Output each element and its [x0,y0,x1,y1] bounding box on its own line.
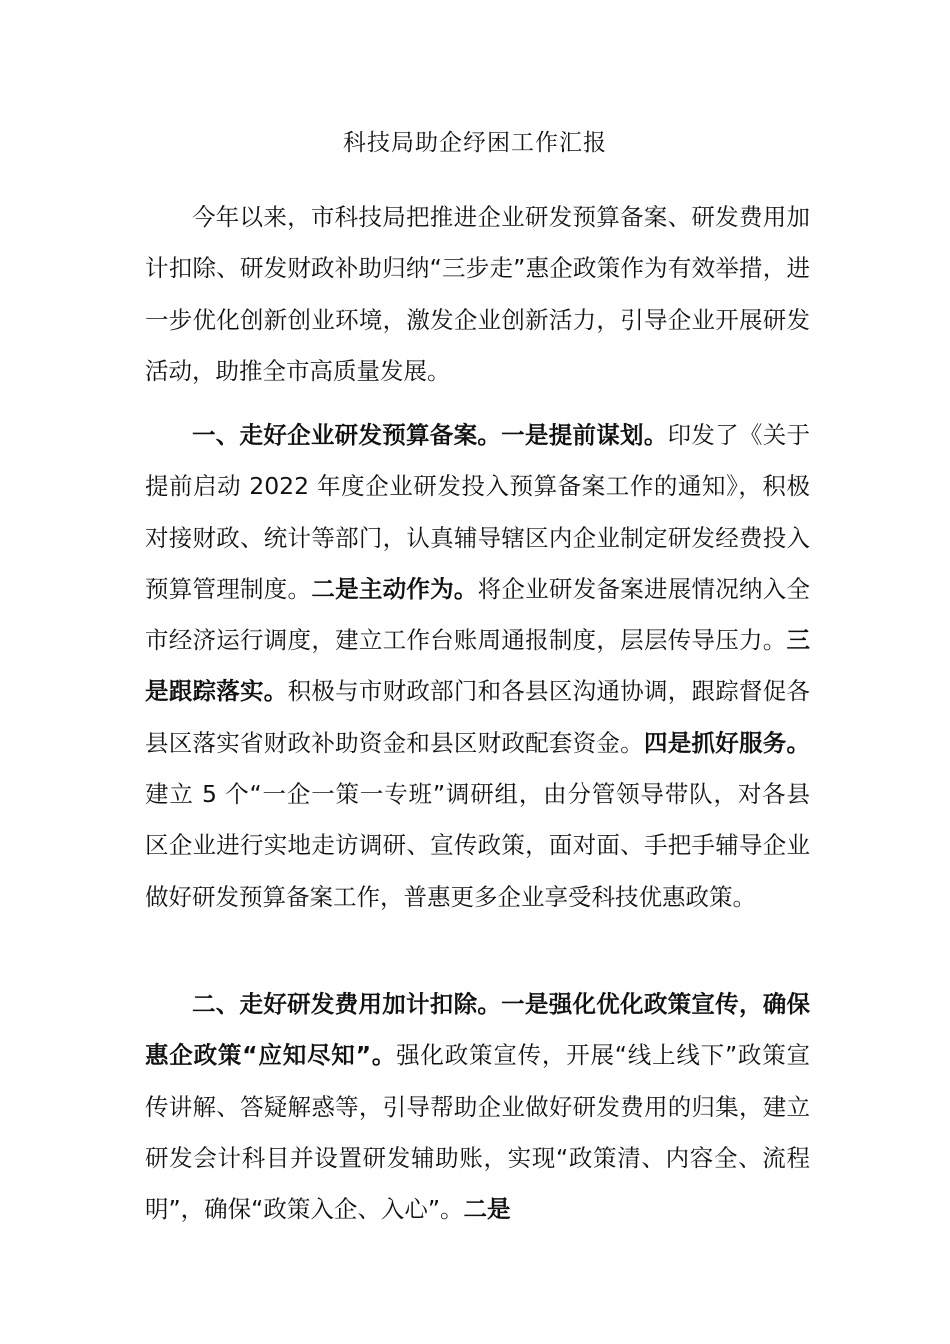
intro-paragraph [145,192,810,397]
section-1-point-1-text: 印发了《关于提前启动 2022 年度企业研发投入预算备案工作的通知》，积极对接财政、统计等部门，认真辅导辖区内企业制定研发经费投入预算管理制度。 [145,421,811,603]
section-1-point-2-lead: 二是主动作为。 [311,574,478,603]
section-1-point-2-text: 将企业研发备案进展情况纳入全市经济运行调度，建立工作台账周通报制度，层层传导压力。 [145,574,811,655]
section-1-point-4-text: 建立 5 个“一企一策一专班”调研组，由分管领导带队，对各县区企业进行实地走访调研、宣传政策，面对面、手把手辅导企业做好研发预算备案工作，普惠更多企业享受科技优惠政策。 [145,780,810,911]
section-2-heading: 二、走好研发费用加计扣除。 [192,990,502,1018]
section-1-point-3-lead: 三是跟踪落实。 [145,626,810,706]
section-1-heading: 一、走好企业研发预算备案。 [192,421,502,449]
intro-text: 今年以来，市科技局把推进企业研发预算备案、研发费用加计扣除、研发财政补助归纳“三步走”惠企政策作为有效举措，进一步优化创新创业环境，激发企业创新活力，引导企业开展研发活动，助推全市高质量发展。 [145,203,810,385]
section-1-point-3-text: 积极与市财政部门和各县区沟通协调，跟踪督促各县区落实省财政补助资金和县区财政配套资金。 [145,677,811,757]
section-2-point-1-text: 强化政策宣传，开展“线上线下”政策宣传讲解、答疑解惑等，引导帮助企业做好研发费用的归集，建立研发会计科目并设置研发辅助账，实现“政策清、内容全、流程明”，确保“政策入企、入心”。 [145,1041,810,1224]
section-1-point-4-lead: 四是抓好服务。 [643,728,811,757]
section-2-point-1-lead: 一是强化优化政策宣传，确保惠企政策“应知尽知”。 [145,990,811,1070]
section-1-point-1-lead: 一是提前谋划。 [501,421,668,449]
section-2-paragraph [145,979,810,1235]
document-title: 科技局助企纾困工作汇报 [343,130,607,156]
section-2-point-2-lead: 二是 [463,1195,511,1224]
section-1-paragraph [145,410,810,923]
